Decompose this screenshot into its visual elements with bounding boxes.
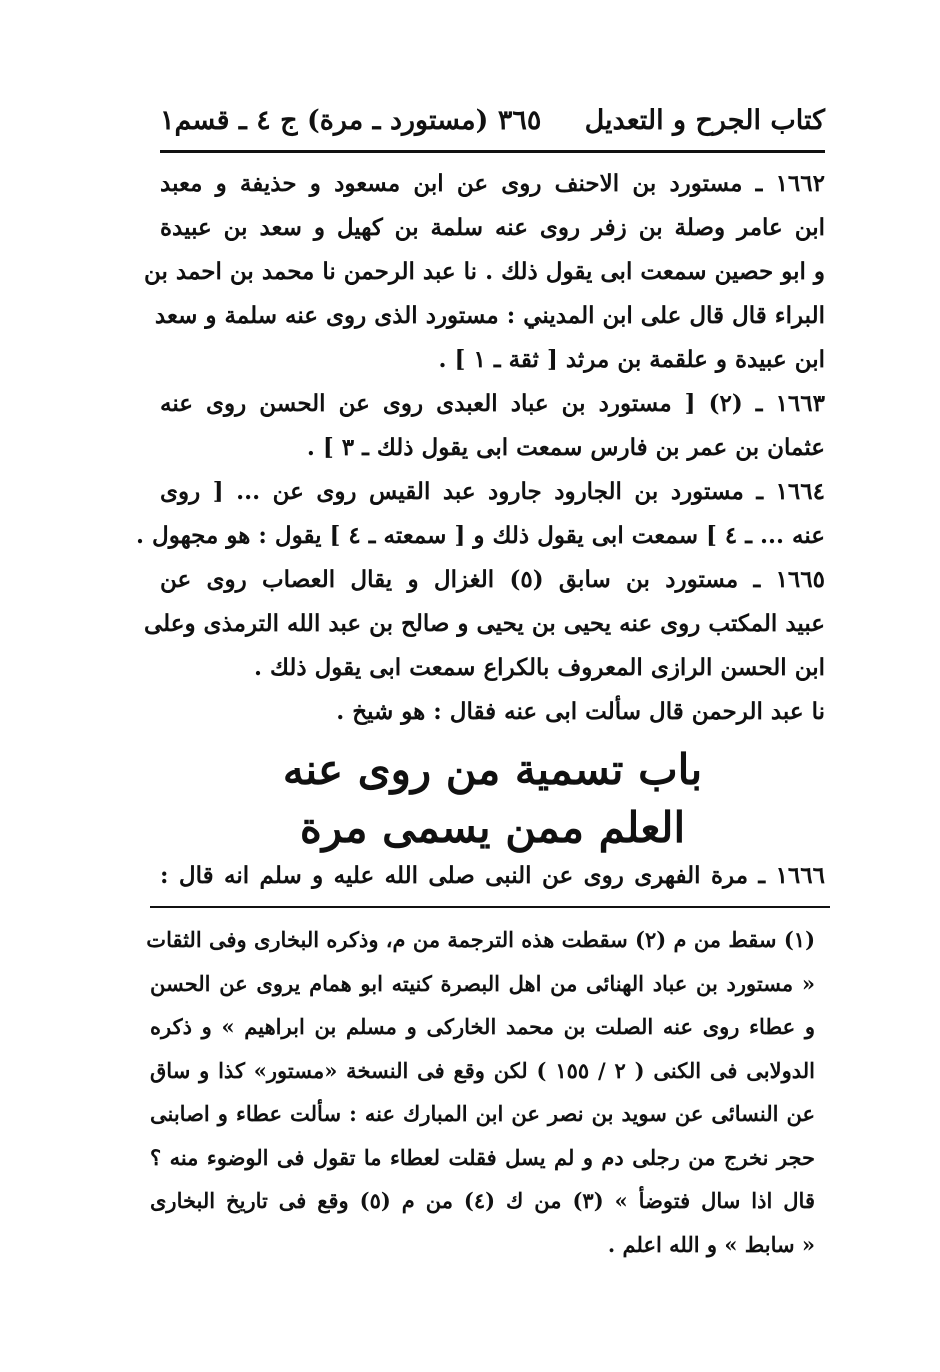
footnote-line: (١) سقط من م (٢) سقطت هذه الترجمة من م، وذكره البخارى وفى الثقات [146, 927, 815, 952]
footnote-line: الدولابى فى الكنى ( ٢ / ١٥٥ ) لكن وقع فى النسخة «مستور» كذا و ساق [150, 1057, 815, 1083]
text-line: ١٦٦٢ ـ مستورد بن الاحنف روى عن ابن مسعود و حذيفة و معبد [160, 170, 825, 197]
header-rule [160, 150, 825, 153]
book-title: كتاب الجرح و التعديل [584, 104, 825, 136]
text-line: عبيد المكتب روى عنه يحيى بن يحيى و صالح بن عبد الله الترمذى وعلى [143, 610, 825, 637]
footnote-rule [150, 906, 830, 908]
main-text-continuation [160, 854, 825, 898]
footnote-line: قال اذا سال فتوضأ » (٣) من ك (٤) من م (٥) وقع فى تاريخ البخارى [150, 1188, 815, 1213]
text-line: ١٦٦٦ ـ مرة الفهرى روى عن النبى صلى الله عليه و سلم انه قال : [160, 862, 825, 889]
text-line: ١٦٦٤ ـ مستورد بن الجارود جارود عبد القيس روى عن ... [ روى [160, 478, 825, 505]
text-line: عثمان بن عمر بن فارس سمعت ابى يقول ذلك ـ ٣ ] . [306, 434, 825, 461]
section-heading-line-1: باب تسمية من روى عنه [282, 745, 703, 794]
main-text [135, 162, 825, 734]
text-line: ابن عبيدة و علقمة بن مرثد [ ثقة ـ ١ ] . [438, 346, 825, 373]
text-line: ١٦٦٣ ـ (٢) [ مستورد بن عباد العبدى روى عن الحسن روى عنه [160, 390, 825, 417]
footnote-line: عن النسائى عن سويد بن نصر عن ابن المبارك عنه : سألت عطاء و اصابنى [150, 1101, 815, 1126]
page-info: ٣٦٥ (مستورد ـ مرة) ج ٤ ـ قسم١ [160, 104, 542, 136]
footnote-line: « سابط » و الله اعلم . [607, 1231, 815, 1257]
page-header [160, 96, 825, 144]
text-line: نا عبد الرحمن قال سألت ابى عنه فقال : هو شيخ . [336, 698, 825, 725]
footnote-line: و عطاء روى عنه الصلت بن محمد الخاركى و مسلم بن ابراهيم » و ذكره [150, 1014, 815, 1039]
text-line: ابن الحسن الرازى المعروف بالكراع سمعت ابى يقول ذلك . [253, 654, 825, 681]
text-line: و ابو حصين سمعت ابى يقول ذلك . نا عبد الرحمن نا محمد بن احمد بن [144, 258, 825, 285]
footnote-line: « مستورد بن عباد الهنائى من اهل البصرة كنيته ابو همام يروى عن الحسن [150, 970, 815, 996]
text-line: عنه ... ـ ٤ ] سمعت ابى يقول ذلك و [ سمعته ـ ٤ ] يقول : هو مجهول . [135, 522, 825, 549]
section-heading-line-2: العلم ممن يسمى مرة [299, 803, 686, 852]
text-line: البراء قال قال على ابن المديني : مستورد الذى روى عنه سلمة و سعد [154, 302, 825, 329]
text-line: ابن عامر وصلة بن زفر روى عنه سلمة بن كهيل و سعد بن عبيدة [160, 214, 825, 241]
text-line: ١٦٦٥ ـ مستورد بن سابق (٥) الغزال و يقال العصاب روى عن [160, 566, 825, 593]
footnotes [146, 918, 815, 1266]
footnote-line: حجر نخرج من رجلى دم و لم يسل فقلت لعطاء ما تقول فى الوضوء منه ؟ [150, 1144, 815, 1170]
